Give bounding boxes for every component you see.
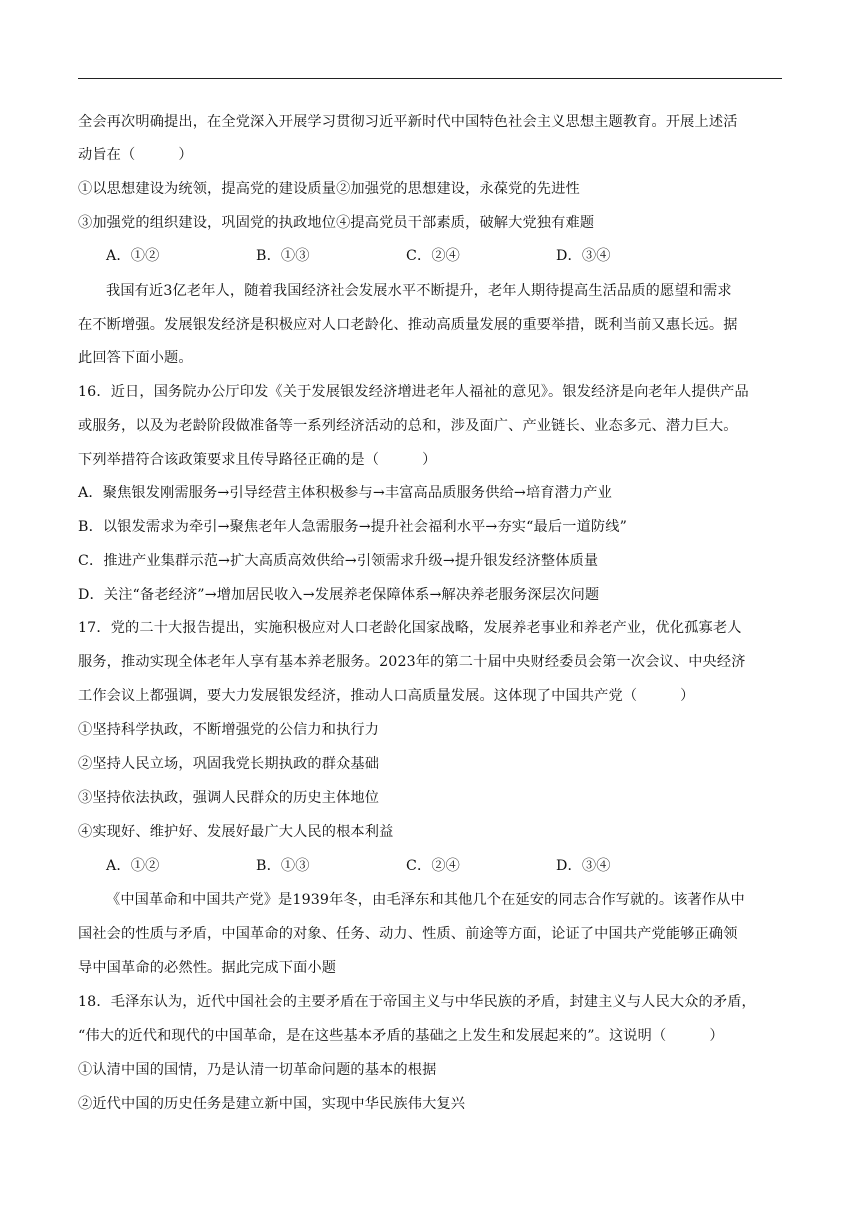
q15-choice-line: ③加强党的组织建设，巩固党的执政地位④提高党员干部素质，破解大党独有难题 [78, 215, 595, 231]
passage-line: 国社会的性质与矛盾，中国革命的对象、任务、动力、性质、前途等方面，论证了中国共产党能够正确领 [78, 926, 738, 942]
passage-line: 我国有近3亿老年人，随着我国经济社会发展水平不断提升，老年人期待提高生活品质的愿望和需求 [106, 283, 732, 299]
q15-stem-line: 全会再次明确提出，在全党深入开展学习贯彻习近平新时代中国特色社会主义思想主题教育。开展上述活 [78, 114, 738, 130]
q17-choice: ④实现好、维护好、发展好最广大人民的根本利益 [78, 824, 394, 840]
q17-stem-line: 工作会议上都强调，要大力发展银发经济，推动人口高质量发展。这体现了中国共产党（ ） [78, 688, 695, 704]
passage-line: 《中国革命和中国共产党》是1939年冬，由毛泽东和其他几个在延安的同志合作写就的。该著作从中 [106, 892, 745, 908]
q16-option-a: A．聚焦银发刚需服务→引导经营主体积极参与→丰富高品质服务供给→培育潜力产业 [78, 485, 612, 501]
q16-option-c: C．推进产业集群示范→扩大高质高效供给→引领需求升级→提升银发经济整体质量 [78, 553, 599, 569]
q17-stem-line: 服务，推动实现全体老年人享有基本养老服务。2023年的第二十届中央财经委员会第一次会议、中央经济 [78, 654, 746, 670]
q17-choice: ②坚持人民立场，巩固我党长期执政的群众基础 [78, 756, 380, 772]
q18-stem-line: “伟大的近代和现代的中国革命，是在这些基本矛盾的基础之上发生和发展起来的”。这说明（ ） [78, 1028, 724, 1044]
q15-options [106, 246, 706, 266]
q16-option-d: D．关注“备老经济”→增加居民收入→发展养老保障体系→解决养老服务深层次问题 [78, 587, 600, 603]
option-b: B．①③ [256, 248, 310, 264]
q17-options [106, 856, 706, 876]
q18-choice: ①认清中国的国情，乃是认清一切革命问题的基本的根据 [78, 1062, 437, 1078]
option-b: B．①③ [256, 858, 310, 874]
option-a: A．①② [106, 858, 160, 874]
q15-choice-line: ①以思想建设为统领，提高党的建设质量②加强党的思想建设，永葆党的先进性 [78, 181, 580, 197]
q15-stem-line: 动旨在（ ） [78, 147, 193, 163]
q16-stem-line: 下列举措符合该政策要求且传导路径正确的是（ ） [78, 452, 437, 468]
q17-choice: ③坚持依法执政，强调人民群众的历史主体地位 [78, 790, 380, 806]
option-c: C．②④ [406, 248, 461, 264]
option-a: A．①② [106, 248, 160, 264]
q18-stem-line: 18．毛泽东认为，近代中国社会的主要矛盾在于帝国主义与中华民族的矛盾，封建主义与人民大众的矛盾， [78, 994, 756, 1010]
q17-choice: ①坚持科学执政，不断增强党的公信力和执行力 [78, 722, 380, 738]
passage-line: 导中国革命的必然性。据此完成下面小题 [78, 960, 337, 976]
passage-line: 在不断增强。发展银发经济是积极应对人口老龄化、推动高质量发展的重要举措，既利当前又惠长远。据 [78, 317, 738, 333]
q16-stem-line: 16．近日，国务院办公厅印发《关于发展银发经济增进老年人福祉的意见》。银发经济是向老年人提供产品 [78, 384, 749, 400]
q16-stem-line: 或服务，以及为老龄阶段做准备等一系列经济活动的总和，涉及面广、产业链长、业态多元、潜力巨大。 [78, 418, 738, 434]
passage-line: 此回答下面小题。 [78, 350, 193, 366]
option-c: C．②④ [406, 858, 461, 874]
q17-stem-line: 17．党的二十大报告提出，实施积极应对人口老龄化国家战略，发展养老事业和养老产业，优化孤寡老人 [78, 620, 742, 636]
header-rule [78, 78, 782, 79]
q18-choice: ②近代中国的历史任务是建立新中国，实现中华民族伟大复兴 [78, 1096, 466, 1112]
option-d: D．③④ [556, 248, 611, 264]
q16-option-b: B．以银发需求为牵引→聚焦老年人急需服务→提升社会福利水平→夯实“最后一道防线” [78, 519, 627, 535]
option-d: D．③④ [556, 858, 611, 874]
